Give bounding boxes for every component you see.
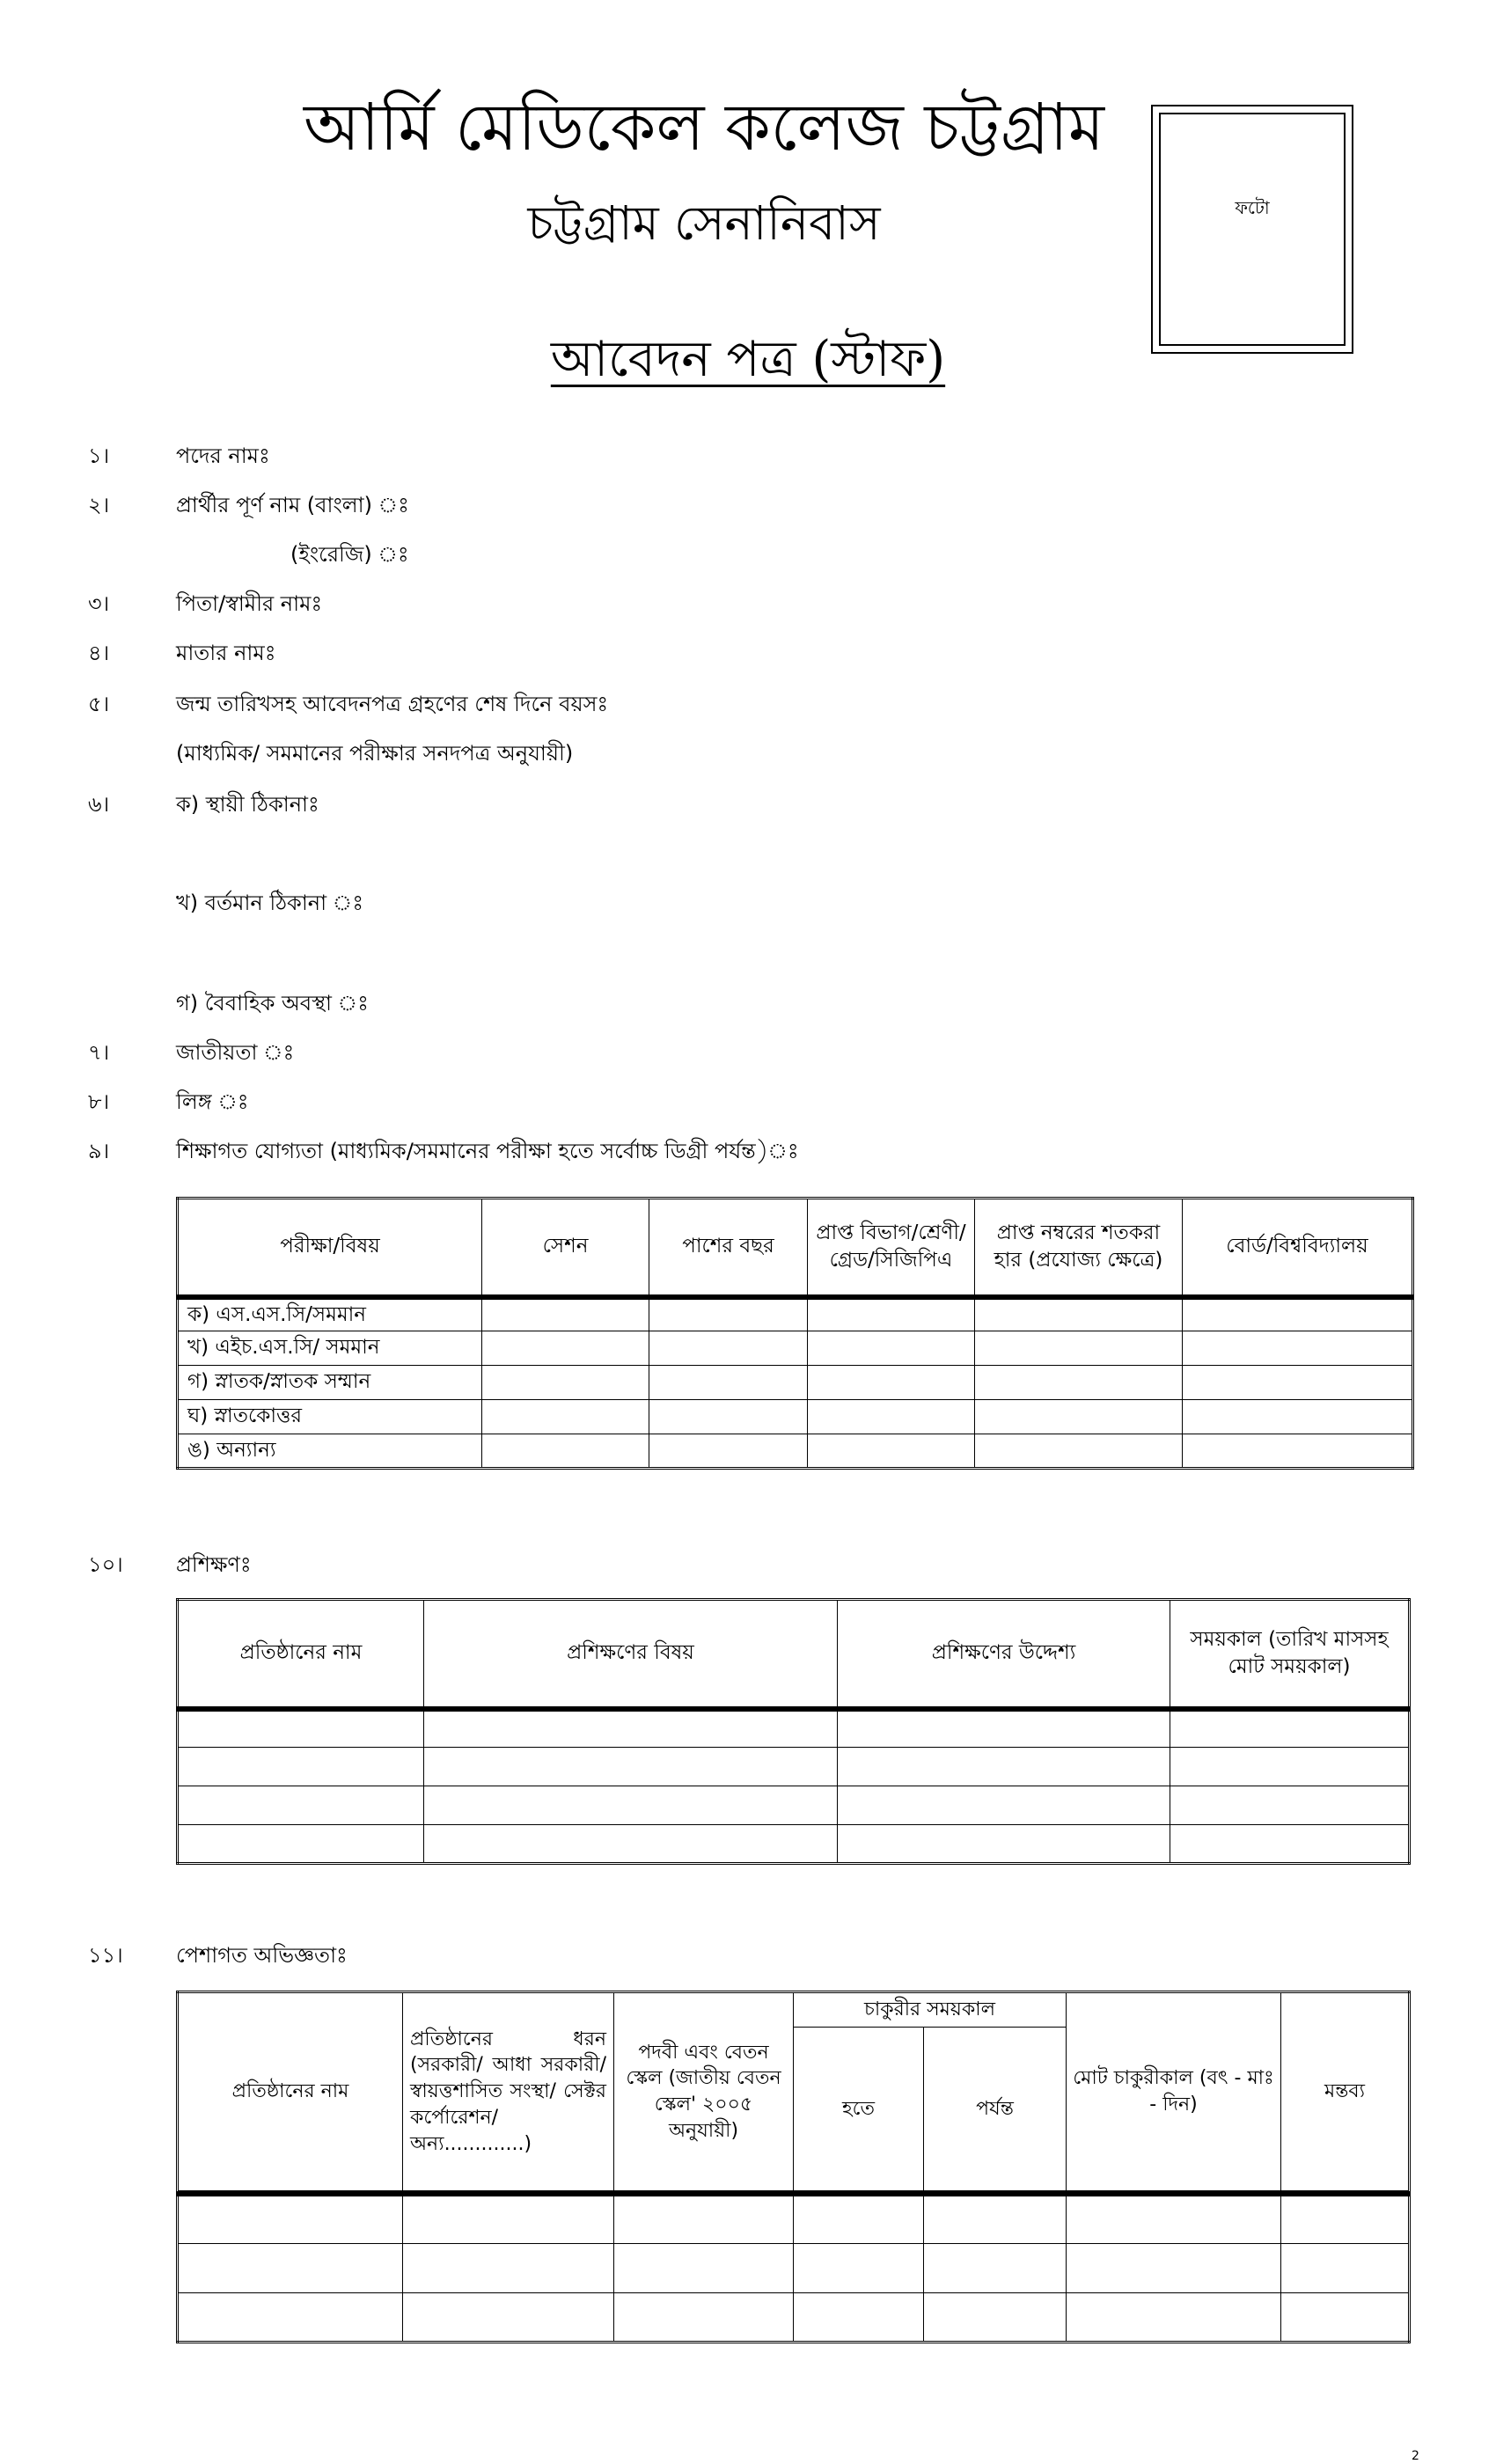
- column-header: প্রতিষ্ঠানের নাম: [178, 1992, 403, 2191]
- table-cell[interactable]: [649, 1434, 808, 1469]
- column-header: পাশের বছর: [649, 1199, 808, 1297]
- column-header: প্রাপ্ত নম্বরের শতকরা হার (প্রযোজ্য ক্ষেত্রে): [975, 1199, 1183, 1297]
- photo-box[interactable]: [1151, 105, 1353, 354]
- table-cell[interactable]: [482, 1331, 649, 1366]
- field-label-name-bangla: প্রার্থীর পূর্ণ নাম (বাংলা) ঃ: [176, 493, 409, 517]
- column-header: চাকুরীর সময়কাল: [794, 1992, 1067, 2028]
- education-table: [176, 1197, 1414, 1470]
- column-header: প্রতিষ্ঠানের ধরন (সরকারী/ আধা সরকারী/ স্বায়ত্তশাসিত সংস্থা/ সেক্টর কর্পোরেশন/ অন্য.............): [403, 1992, 614, 2191]
- field-label-post: পদের নামঃ: [176, 444, 270, 468]
- field-number: ৫।: [88, 692, 110, 716]
- table-cell[interactable]: [975, 1434, 1183, 1469]
- form-title: আবেদন পত্র (স্টাফ): [550, 331, 946, 388]
- table-row: [178, 1825, 1410, 1864]
- table-row: [178, 1366, 1413, 1400]
- table-row: [178, 2292, 1410, 2342]
- field-label-gender: লিঙ্গ ঃ: [176, 1089, 249, 1114]
- table-cell[interactable]: [178, 2194, 403, 2243]
- table-row: [178, 1748, 1410, 1786]
- table-cell[interactable]: [424, 1709, 838, 1748]
- field-label-name-english: (ইংরেজি) ঃ: [290, 542, 409, 567]
- table-cell[interactable]: [1170, 1709, 1410, 1748]
- field-number: ৮।: [88, 1089, 110, 1114]
- row-label: খ) এইচ.এস.সি/ সমমান: [178, 1331, 482, 1366]
- field-number: ৭।: [88, 1040, 110, 1065]
- column-header: সেশন: [482, 1199, 649, 1297]
- table-row: [178, 1331, 1413, 1366]
- table-cell[interactable]: [614, 2194, 794, 2243]
- table-cell[interactable]: [614, 2243, 794, 2292]
- field-label-education: শিক্ষাগত যোগ্যতা (মাধ্যমিক/সমমানের পরীক্ষা হতে সর্বোচ্চ ডিগ্রী পর্যন্ত)ঃ: [176, 1139, 799, 1163]
- column-header: সময়কাল (তারিখ মাসসহ মোট সময়কাল): [1170, 1600, 1410, 1709]
- table-cell[interactable]: [614, 2292, 794, 2342]
- column-header: হতে: [794, 2028, 924, 2191]
- column-header: বোর্ড/বিশ্ববিদ্যালয়: [1183, 1199, 1413, 1297]
- table-cell[interactable]: [424, 1748, 838, 1786]
- page-subtitle: চট্টগ্রাম সেনানিবাস: [527, 195, 881, 251]
- row-label: গ) স্নাতক/স্নাতক সম্মান: [178, 1366, 482, 1400]
- table-cell[interactable]: [178, 1786, 424, 1825]
- table-row: [178, 2194, 1410, 2243]
- column-header: প্রতিষ্ঠানের নাম: [178, 1600, 424, 1709]
- table-cell[interactable]: [838, 1709, 1170, 1748]
- table-cell[interactable]: [178, 1709, 424, 1748]
- field-label-nationality: জাতীয়তা ঃ: [176, 1040, 295, 1065]
- table-cell[interactable]: [1183, 1400, 1413, 1434]
- column-header: প্রশিক্ষণের উদ্দেশ্য: [838, 1600, 1170, 1709]
- column-header: পদবী এবং বেতন স্কেল (জাতীয় বেতন স্কেল' ২০০৫ অনুযায়ী): [614, 1992, 794, 2191]
- field-number: ১১।: [88, 1943, 123, 1968]
- table-cell[interactable]: [1281, 2292, 1410, 2342]
- table-cell[interactable]: [1067, 2194, 1281, 2243]
- table-cell[interactable]: [838, 1825, 1170, 1864]
- table-row: [178, 1297, 1413, 1331]
- table-cell[interactable]: [1281, 2243, 1410, 2292]
- table-cell[interactable]: [924, 2243, 1067, 2292]
- table-cell[interactable]: [1183, 1434, 1413, 1469]
- table-cell[interactable]: [424, 1825, 838, 1864]
- table-cell[interactable]: [403, 2292, 614, 2342]
- section-label-experience: পেশাগত অভিজ্ঞতাঃ: [176, 1943, 348, 1968]
- column-header: পর্যন্ত: [924, 2028, 1067, 2191]
- table-cell[interactable]: [808, 1331, 975, 1366]
- field-label-permanent-address: ক) স্থায়ী ঠিকানাঃ: [176, 792, 319, 817]
- field-number: ৩।: [88, 591, 110, 616]
- training-table: [176, 1598, 1411, 1865]
- table-cell[interactable]: [808, 1434, 975, 1469]
- table-cell[interactable]: [794, 2292, 924, 2342]
- table-cell[interactable]: [838, 1748, 1170, 1786]
- photo-label: ফটো: [1235, 197, 1270, 218]
- row-label: ঙ) অন্যান্য: [178, 1434, 482, 1469]
- table-cell[interactable]: [403, 2194, 614, 2243]
- table-cell[interactable]: [808, 1400, 975, 1434]
- table-row: [178, 1786, 1410, 1825]
- table-cell[interactable]: [403, 2243, 614, 2292]
- table-cell[interactable]: [1170, 1748, 1410, 1786]
- table-row: [178, 1434, 1413, 1469]
- table-cell[interactable]: [1183, 1297, 1413, 1331]
- table-cell[interactable]: [649, 1366, 808, 1400]
- table-cell[interactable]: [1170, 1786, 1410, 1825]
- table-cell[interactable]: [794, 2243, 924, 2292]
- table-cell[interactable]: [482, 1297, 649, 1331]
- table-cell[interactable]: [1281, 2194, 1410, 2243]
- field-label-father-husband: পিতা/স্বামীর নামঃ: [176, 591, 323, 616]
- column-header: পরীক্ষা/বিষয়: [178, 1199, 482, 1297]
- table-cell[interactable]: [1170, 1825, 1410, 1864]
- table-cell[interactable]: [924, 2194, 1067, 2243]
- column-header: মন্তব্য: [1281, 1992, 1410, 2191]
- field-number: ১।: [88, 444, 110, 468]
- row-label: ক) এস.এস.সি/সমমান: [178, 1297, 482, 1331]
- table-cell[interactable]: [1067, 2243, 1281, 2292]
- table-cell[interactable]: [482, 1366, 649, 1400]
- table-header-row: [178, 1992, 1410, 2028]
- table-cell[interactable]: [975, 1331, 1183, 1366]
- field-label-marital-status: গ) বৈবাহিক অবস্থা ঃ: [176, 991, 369, 1016]
- field-label-present-address: খ) বর্তমান ঠিকানা ঃ: [176, 891, 364, 915]
- table-cell[interactable]: [924, 2292, 1067, 2342]
- table-cell[interactable]: [649, 1297, 808, 1331]
- table-header-row: [178, 1600, 1410, 1709]
- table-row: [178, 1400, 1413, 1434]
- table-row: [178, 2243, 1410, 2292]
- column-header: মোট চাকুরীকাল (বৎ - মাঃ - দিন): [1067, 1992, 1281, 2191]
- table-cell[interactable]: [808, 1366, 975, 1400]
- table-cell[interactable]: [649, 1400, 808, 1434]
- field-number: ৪।: [88, 641, 110, 665]
- photo-box-inner: [1159, 113, 1346, 346]
- table-cell[interactable]: [178, 1748, 424, 1786]
- field-number: ৬।: [88, 792, 110, 817]
- field-number: ২।: [88, 493, 110, 517]
- table-cell[interactable]: [424, 1786, 838, 1825]
- table-cell[interactable]: [482, 1400, 649, 1434]
- field-note-certificate: (মাধ্যমিক/ সমমানের পরীক্ষার সনদপত্র অনুযায়ী): [176, 741, 574, 766]
- field-number: ১০।: [88, 1552, 123, 1577]
- table-header-row: [178, 1199, 1413, 1297]
- table-cell[interactable]: [975, 1366, 1183, 1400]
- experience-table: [176, 1991, 1411, 2343]
- table-cell[interactable]: [1183, 1366, 1413, 1400]
- field-number: ৯।: [88, 1139, 110, 1163]
- table-cell[interactable]: [178, 2292, 403, 2342]
- table-cell[interactable]: [975, 1297, 1183, 1331]
- table-cell[interactable]: [649, 1331, 808, 1366]
- table-cell[interactable]: [1067, 2292, 1281, 2342]
- column-header: প্রশিক্ষণের বিষয়: [424, 1600, 838, 1709]
- section-label-training: প্রশিক্ষণঃ: [176, 1552, 252, 1577]
- table-cell[interactable]: [482, 1434, 649, 1469]
- page-number: 2: [1412, 2449, 1419, 2463]
- table-cell[interactable]: [838, 1786, 1170, 1825]
- table-cell[interactable]: [794, 2194, 924, 2243]
- page-title: আর্মি মেডিকেল কলেজ চট্টগ্রাম: [304, 90, 1104, 165]
- field-label-birthdate-age: জন্ম তারিখসহ আবেদনপত্র গ্রহণের শেষ দিনে বয়সঃ: [176, 692, 609, 716]
- table-row: [178, 1709, 1410, 1748]
- table-cell[interactable]: [808, 1297, 975, 1331]
- table-cell[interactable]: [975, 1400, 1183, 1434]
- table-cell[interactable]: [178, 1825, 424, 1864]
- table-cell[interactable]: [1183, 1331, 1413, 1366]
- row-label: ঘ) স্নাতকোত্তর: [178, 1400, 482, 1434]
- table-cell[interactable]: [178, 2243, 403, 2292]
- column-header: প্রাপ্ত বিভাগ/শ্রেণী/ গ্রেড/সিজিপিএ: [808, 1199, 975, 1297]
- field-label-mother: মাতার নামঃ: [176, 641, 276, 665]
